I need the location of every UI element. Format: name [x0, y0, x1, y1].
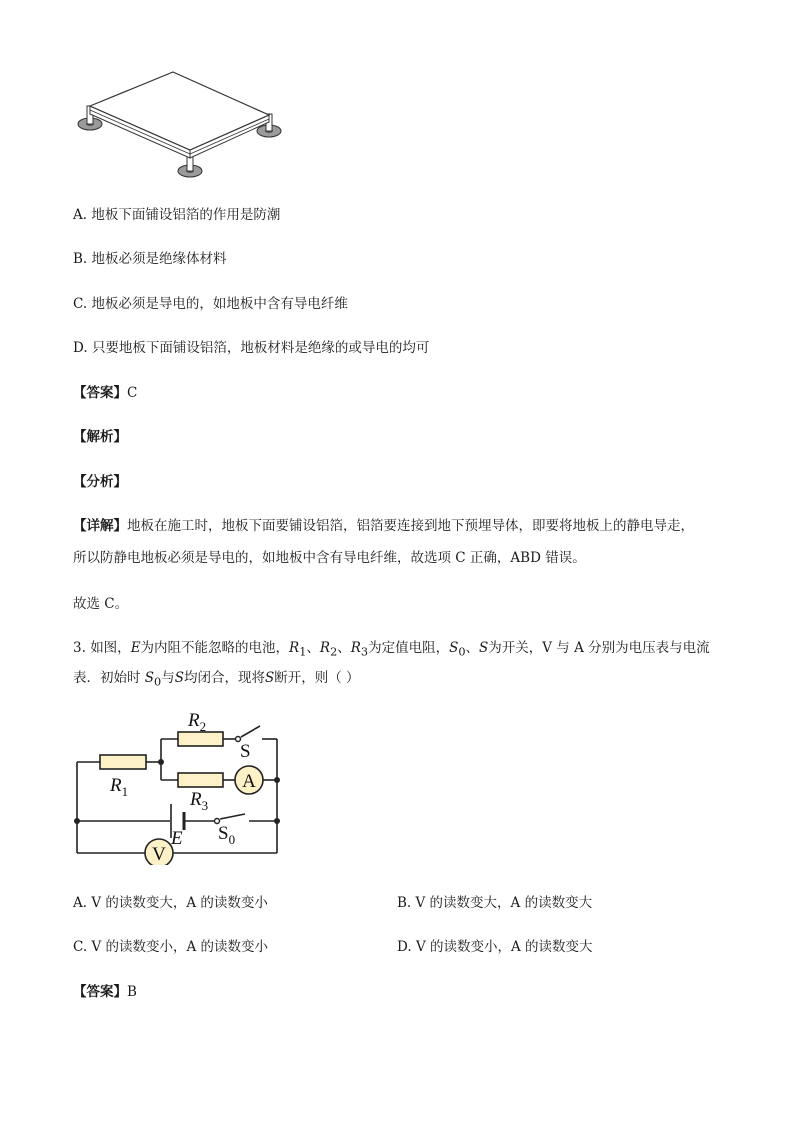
q3-option-d: D. V 的读数变小，A 的读数变大 — [397, 939, 593, 955]
detail-line-1: 【详解】地板在施工时，地板下面要铺设铝箔，铝箔要连接到地下预埋导体，即要将地板上的静电导走， — [73, 518, 694, 534]
option-a: A. 地板下面铺设铝箔的作用是防潮 — [73, 207, 281, 223]
answer-tag: 【答案】 — [73, 385, 127, 401]
analysis-tag: 【解析】 — [73, 429, 127, 445]
label-r1: $R_1$ — [110, 775, 129, 799]
question3-stem-line-2: 表．初始时 $S_0$与S均闭合，现将S断开，则（ ） — [73, 670, 360, 689]
answer-value: C — [127, 385, 138, 401]
resistor-r3 — [178, 773, 223, 787]
q3-answer-line — [73, 982, 137, 1002]
option-d: D. 只要地板下面铺设铝箔，地板材料是绝缘的或导电的均可 — [73, 340, 430, 356]
resistor-r1 — [100, 755, 146, 769]
fenxi-tag: 【分析】 — [73, 474, 127, 490]
q3-option-b: B. V 的读数变大，A 的读数变大 — [397, 895, 593, 911]
label-s0: $S_0$ — [218, 823, 236, 847]
answer-line — [73, 383, 137, 403]
label-r3: $R_3$ — [190, 789, 209, 813]
q3-option-a: A. V 的读数变大，A 的读数变小 — [73, 895, 268, 911]
antistatic-floor-figure — [70, 62, 290, 182]
resistor-r2 — [178, 732, 223, 746]
circuit-diagram — [60, 700, 300, 865]
svg-text:V: V — [152, 844, 166, 865]
svg-text:A: A — [242, 771, 256, 792]
q3-option-c: C. V 的读数变小，A 的读数变小 — [73, 939, 269, 955]
label-s: S — [240, 741, 251, 762]
label-e: E — [171, 828, 183, 849]
conclusion: 故选 C。 — [73, 596, 129, 612]
detail-tag: 【详解】 — [73, 518, 127, 534]
option-c: C. 地板必须是导电的，如地板中含有导电纤维 — [73, 296, 348, 312]
detail-line-2: 所以防静电地板必须是导电的，如地板中含有导电纤维，故选项 C 正确，ABD 错误。 — [73, 550, 586, 566]
label-r2: $R_2$ — [188, 710, 207, 734]
q3-answer-value: B — [127, 984, 137, 1000]
question3-stem-line-1: 3. 如图，E为内阻不能忽略的电池，$R_1$、$R_2$、$R_3$为定值电阻，$S_0$、S为开关，V 与 A 分别为电压表与电流 — [73, 640, 710, 659]
q3-answer-tag: 【答案】 — [73, 984, 127, 1000]
option-b: B. 地板必须是绝缘体材料 — [73, 251, 227, 267]
